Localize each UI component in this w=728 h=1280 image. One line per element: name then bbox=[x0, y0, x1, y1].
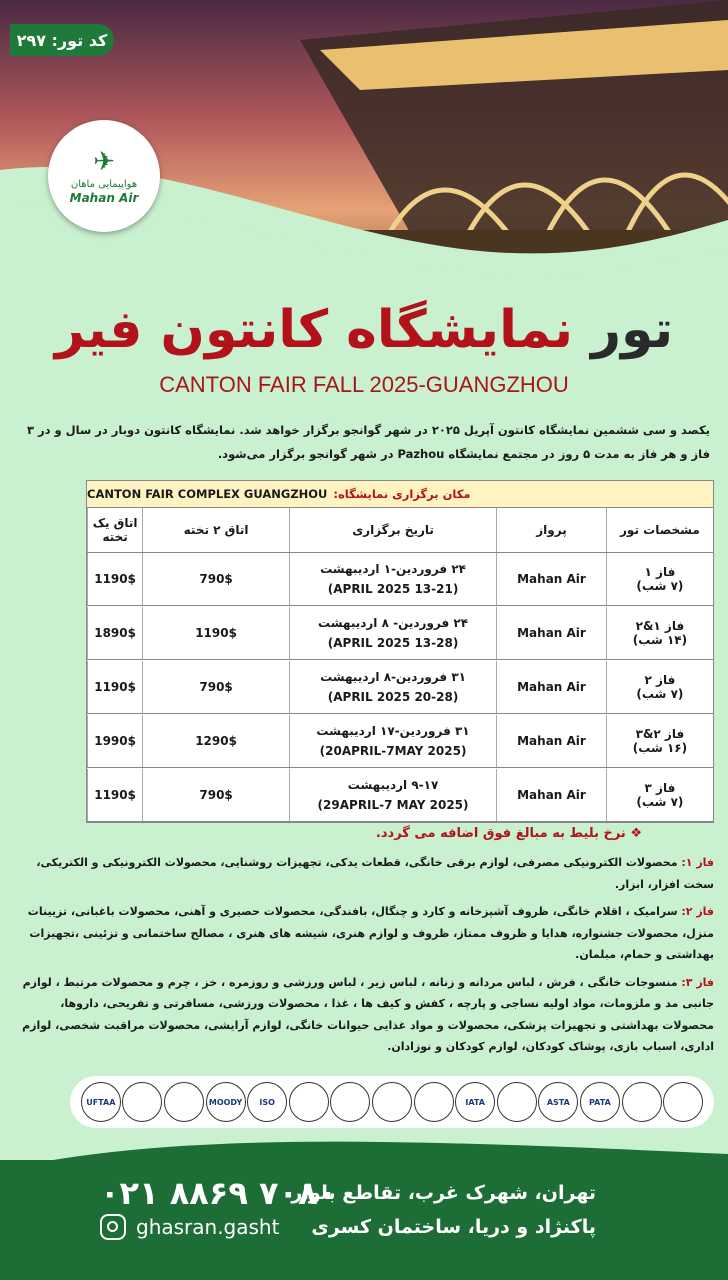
title-part-tour: تور bbox=[591, 300, 674, 360]
cell-phase: فاز ۱&۲ bbox=[635, 619, 685, 633]
office-address bbox=[291, 1176, 596, 1244]
cell-single-price: 1190$ bbox=[88, 769, 143, 822]
cell-phase: فاز ۲&۳ bbox=[635, 727, 685, 741]
cell-spec bbox=[606, 715, 713, 768]
certification-badge-icon bbox=[372, 1082, 412, 1122]
table-row bbox=[88, 607, 714, 660]
cell-date bbox=[289, 715, 496, 768]
cell-double-price: 790$ bbox=[143, 769, 290, 822]
cell-phase: فاز ۲ bbox=[644, 673, 676, 687]
cell-date-en: (20APRIL-7MAY 2025) bbox=[319, 744, 467, 758]
phase-3-label: فاز ۳: bbox=[681, 975, 714, 989]
phone-number[interactable]: ۰۲۱ ۸۸۶۹ ۷۰۸۰ bbox=[100, 1174, 338, 1212]
table-header-row bbox=[88, 508, 714, 553]
cell-date bbox=[289, 553, 496, 606]
tour-price-table bbox=[86, 480, 714, 823]
footer-wave bbox=[0, 1130, 728, 1170]
certification-badge-icon bbox=[414, 1082, 454, 1122]
cell-nights: (۱۶ شب) bbox=[632, 741, 688, 755]
intro-paragraph: یکصد و سی ششمین نمایشگاه کانتون آپریل ۲۰۲۵ در شهر گوانجو برگزار خواهد شد. نمایشگاه کانتون دوبار در سال و در ۳ فاز و هر فاز به مدت ۵ روز در مجتمع نمایشگاه Pazhou در شهر گوانجو برگزار می‌شود. bbox=[26, 423, 710, 461]
cell-date bbox=[289, 769, 496, 822]
cell-single-price: 1190$ bbox=[88, 661, 143, 714]
certification-badge-icon: PATA bbox=[580, 1082, 620, 1122]
cell-phase: فاز ۱ bbox=[644, 565, 676, 579]
cell-date-en: (29APRIL-7 MAY 2025) bbox=[317, 798, 469, 812]
certification-badge-icon bbox=[622, 1082, 662, 1122]
phase-2-description bbox=[14, 901, 714, 966]
cell-date-en: (13-21 APRIL 2025) bbox=[327, 582, 459, 596]
cell-single-price: 1890$ bbox=[88, 607, 143, 660]
cell-date bbox=[289, 661, 496, 714]
cell-phase: فاز ۳ bbox=[644, 781, 676, 795]
venue-row bbox=[87, 481, 713, 508]
table-row bbox=[88, 769, 714, 822]
page-title bbox=[0, 300, 728, 360]
phase-1-text: محصولات الکترونیکی مصرفی، لوازم برقی خانگی، قطعات یدکی، تجهیزات روشنایی، محصولات الکترونیکی و الکتریکی، سخت افزار، ابزار. bbox=[36, 856, 714, 891]
logo-english-text: Mahan Air bbox=[69, 191, 139, 205]
header-double-room: اتاق ۲ تخته bbox=[143, 508, 290, 553]
venue-value: CANTON FAIR COMPLEX GUANGZHOU bbox=[87, 487, 328, 501]
cell-spec bbox=[606, 607, 713, 660]
cell-flight: Mahan Air bbox=[497, 715, 607, 768]
cell-date-fa: ۲۴ فروردین- ۸ اردیبهشت bbox=[317, 616, 469, 630]
certification-badge-icon bbox=[663, 1082, 703, 1122]
phase-2-label: فاز ۲: bbox=[681, 905, 714, 918]
cell-spec bbox=[606, 553, 713, 606]
page-subtitle: CANTON FAIR FALL 2025-GUANGZHOU bbox=[159, 372, 569, 397]
cell-double-price: 1290$ bbox=[143, 715, 290, 768]
certification-badges bbox=[70, 1076, 714, 1128]
phase-1-description bbox=[14, 852, 714, 895]
cell-double-price: 790$ bbox=[143, 661, 290, 714]
table-row bbox=[88, 553, 714, 606]
tour-code-badge: کد تور: ۲۹۷ bbox=[10, 24, 114, 56]
certification-badge-icon: ASTA bbox=[538, 1082, 578, 1122]
certification-badge-icon: MOODY bbox=[206, 1082, 246, 1122]
hero-banner bbox=[0, 0, 728, 300]
cell-nights: (۱۴ شب) bbox=[632, 633, 688, 647]
mahan-air-emblem-icon: ✈ bbox=[93, 147, 115, 177]
certification-badge-icon: ISO bbox=[247, 1082, 287, 1122]
cell-nights: (۷ شب) bbox=[636, 795, 684, 809]
ticket-price-note: ❖ نرخ بلیط به مبالغ فوق اضافه می گردد. bbox=[375, 826, 642, 841]
instagram-handle[interactable] bbox=[100, 1214, 279, 1240]
instagram-icon bbox=[100, 1214, 126, 1240]
certification-badge-icon bbox=[497, 1082, 537, 1122]
cell-flight: Mahan Air bbox=[497, 607, 607, 660]
table-row bbox=[88, 715, 714, 768]
cell-date-fa: ۲۴ فروردین-۱ اردیبهشت bbox=[320, 562, 466, 576]
phase-descriptions bbox=[14, 852, 714, 1064]
price-table bbox=[87, 508, 713, 822]
cell-single-price: 1190$ bbox=[88, 553, 143, 606]
table-row bbox=[88, 661, 714, 714]
instagram-username: ghasran.gasht bbox=[136, 1215, 280, 1239]
certification-badge-icon bbox=[289, 1082, 329, 1122]
certification-badge-icon bbox=[164, 1082, 204, 1122]
cell-spec bbox=[606, 661, 713, 714]
cell-flight: Mahan Air bbox=[497, 769, 607, 822]
cell-flight: Mahan Air bbox=[497, 661, 607, 714]
phase-3-description bbox=[14, 972, 714, 1058]
cell-date-fa: ۳۱ فروردین-۸ اردیبهشت bbox=[320, 670, 466, 684]
cell-flight: Mahan Air bbox=[497, 553, 607, 606]
certification-badge-icon: UFTAA bbox=[81, 1082, 121, 1122]
venue-label: مکان برگزاری نمایشگاه: bbox=[333, 487, 471, 501]
certification-badge-icon bbox=[122, 1082, 162, 1122]
header-single-room: اتاق یک تخته bbox=[88, 508, 143, 553]
cell-nights: (۷ شب) bbox=[636, 579, 684, 593]
phase-2-text: سرامیک ، اقلام خانگی، ظروف آشپزخانه و کارد و چنگال، بافندگی، محصولات حصیری و آهنی، محصولات باغبانی، تزیینات منزل، محصولات جشنواره، هدایا و ظروف ممتاز، ظروف و لوازم هنری، شیشه های هنری ، مصالح ساختمانی و تزئینی ،تجهیزات بهداشتی و حمام، مبلمان. bbox=[27, 905, 714, 961]
header-date: تاریخ برگزاری bbox=[289, 508, 496, 553]
cell-spec bbox=[606, 769, 713, 822]
phase-1-label: فاز ۱: bbox=[681, 856, 714, 869]
header-spec: مشخصات تور bbox=[606, 508, 713, 553]
cell-date-fa: ۹-۱۷ اردیبهشت bbox=[347, 778, 439, 792]
cell-nights: (۷ شب) bbox=[636, 687, 684, 701]
cell-date bbox=[289, 607, 496, 660]
cell-double-price: 790$ bbox=[143, 553, 290, 606]
cell-date-fa: ۳۱ فروردین-۱۷ اردیبهشت bbox=[316, 724, 470, 738]
cell-double-price: 1190$ bbox=[143, 607, 290, 660]
cell-date-en: (13-28 APRIL 2025) bbox=[327, 636, 459, 650]
header-flight: پرواز bbox=[497, 508, 607, 553]
phase-3-text: منسوجات خانگی ، فرش ، لباس مردانه و زنانه ، لباس زیر ، لباس ورزشی و روزمره ، خز ، چرم و محصولات مرتبط ، لوازم جانبی مد و ملزومات، مواد اولیه نساجی و پارچه ، کفش و کیف ها ، غذا ، محصولات ورزشی، مسافرتی و تفریحی، داروها، محصولات بهداشتی و تجهیزات پزشکی، محصولات و مواد غذایی حیوانات خانگی، لوازم آرایشی، محصولات مراقبت شخصی، لوازم اداری، اسباب بازی، پوشاک کودکان، لوازم کودکان و نوزادان. bbox=[22, 975, 714, 1053]
certification-badge-icon: IATA bbox=[455, 1082, 495, 1122]
cell-date-en: (20-28 APRIL 2025) bbox=[327, 690, 459, 704]
cell-single-price: 1990$ bbox=[88, 715, 143, 768]
logo-persian-text: هواپیمایی ماهان bbox=[70, 179, 138, 190]
certification-badge-icon bbox=[330, 1082, 370, 1122]
address-line-1: تهران، شهرک غرب، تقاطع بلوار bbox=[291, 1182, 596, 1204]
mahan-air-logo bbox=[48, 120, 160, 232]
address-line-2: پاکنژاد و دریا، ساختمان کسری bbox=[311, 1216, 596, 1238]
title-part-fair: نمایشگاه کانتون فیر bbox=[54, 300, 573, 360]
